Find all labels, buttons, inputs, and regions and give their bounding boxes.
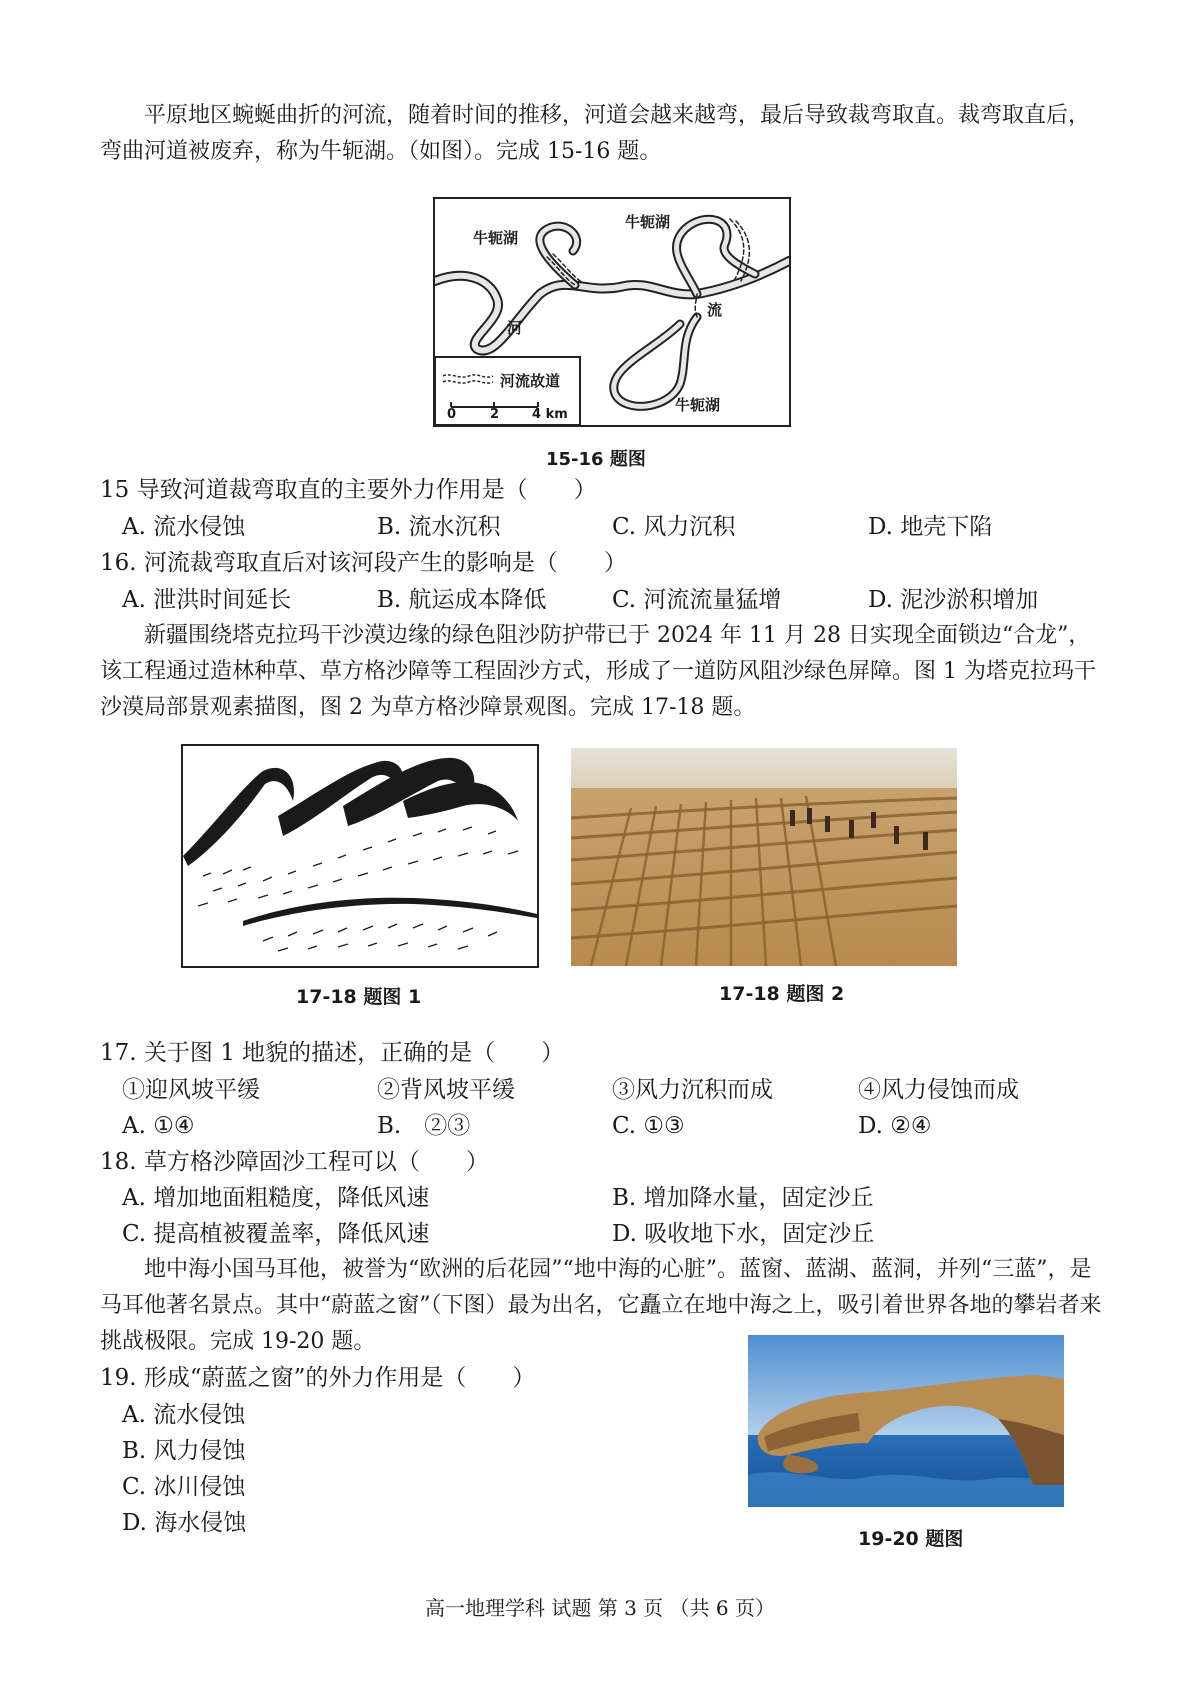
fig-17-18-caption-2: 17-18 题图 2 xyxy=(719,983,845,1005)
q16-option-d: D. 泥沙淤积增加 xyxy=(868,587,1039,613)
question-17-stem: 17. 关于图 1 地貌的描述，正确的是（ ） xyxy=(100,1040,565,1066)
q17-option-c: C. ①③ xyxy=(612,1113,685,1139)
q15-option-b: B. 流水沉积 xyxy=(377,514,501,540)
q17-statement-1: ①迎风坡平缓 xyxy=(122,1077,260,1103)
dune-sketch-drawing xyxy=(183,746,537,966)
intro-text-2: 新疆围绕塔克拉玛干沙漠边缘的绿色阻沙防护带已于 2024 年 11 月 28 日实现全面锁边“合龙”，该工程通过造林种草、草方格沙障等工程固沙方式，形成了一道防风阻沙绿色屏障。图 1 为塔克拉玛干沙漠局部景观素描图，图 2 为草方格沙障景观图。完成 17-18 题。 xyxy=(100,623,1096,720)
oxbow-label-1: 牛轭湖 xyxy=(473,229,519,247)
fig-15-16-caption: 15-16 题图 xyxy=(546,449,646,470)
azure-window-photo xyxy=(748,1335,1064,1507)
q16-option-c: C. 河流流量猛增 xyxy=(612,587,782,613)
straw-checkerboard-photo xyxy=(571,748,957,966)
q17-statement-3: ③风力沉积而成 xyxy=(612,1077,773,1103)
intro-paragraph-2 xyxy=(100,618,1110,726)
intro-text-1: 平原地区蜿蜒曲折的河流，随着时间的推移，河道会越来越弯，最后导致裁弯取直。裁弯取直后，弯曲河道被废弃，称为牛轭湖。（如图）。完成 15-16 题。 xyxy=(100,103,1091,164)
scale-2: 2 xyxy=(490,407,500,422)
question-16-stem: 16. 河流裁弯取直后对该河段产生的影响是（ ） xyxy=(100,550,627,576)
q17-statement-2: ②背风坡平缓 xyxy=(377,1077,515,1103)
q19-option-c: C. 冰川侵蚀 xyxy=(122,1474,246,1500)
legend-old-channel-label: 河流故道 xyxy=(500,372,561,390)
q18-option-c: C. 提高植被覆盖率，降低风速 xyxy=(122,1221,430,1247)
river-label-liu: 流 xyxy=(707,301,723,319)
q17-option-b: B. ②③ xyxy=(377,1113,471,1139)
question-18-stem: 18. 草方格沙障固沙工程可以（ ） xyxy=(100,1149,489,1175)
oxbow-label-3: 牛轭湖 xyxy=(675,396,721,414)
q17-statement-4: ④风力侵蚀而成 xyxy=(858,1077,1019,1103)
river-label-he: 河 xyxy=(507,319,523,337)
intro-paragraph-1 xyxy=(100,98,1110,170)
q16-option-b: B. 航运成本降低 xyxy=(377,587,547,613)
sand-dune-sketch xyxy=(181,744,539,968)
scale-0: 0 xyxy=(447,407,457,422)
q17-option-a: A. ①④ xyxy=(122,1113,195,1139)
q15-option-a: A. 流水侵蚀 xyxy=(122,514,246,540)
question-15-stem: 15 导致河道裁弯取直的主要外力作用是（ ） xyxy=(100,477,597,503)
q18-option-b: B. 增加降水量，固定沙丘 xyxy=(612,1185,874,1211)
q19-option-a: A. 流水侵蚀 xyxy=(122,1402,246,1428)
q19-option-d: D. 海水侵蚀 xyxy=(122,1510,247,1536)
oxbow-label-2: 牛轭湖 xyxy=(625,213,671,231)
q15-option-d: D. 地壳下陷 xyxy=(868,514,993,540)
q16-option-a: A. 泄洪时间延长 xyxy=(122,587,292,613)
q18-option-d: D. 吸收地下水，固定沙丘 xyxy=(612,1221,875,1247)
q19-option-b: B. 风力侵蚀 xyxy=(122,1438,246,1464)
fig-19-20-caption: 19-20 题图 xyxy=(858,1528,964,1550)
q17-option-d: D. ②④ xyxy=(858,1113,932,1139)
q15-option-c: C. 风力沉积 xyxy=(612,514,736,540)
intro-text-3: 地中海小国马耳他，被誉为“欧洲的后花园”“地中海的心脏”。蓝窗、蓝湖、蓝洞，并列“三蓝”，是马耳他著名景点。其中“蔚蓝之窗”（下图）最为出名，它矗立在地中海之上，吸引着世界各地的攀岩者来挑战极限。完成 19-20 题。 xyxy=(100,1257,1102,1354)
q18-option-a: A. 增加地面粗糙度，降低风速 xyxy=(122,1185,430,1211)
page-footer: 高一地理学科 试题 第 3 页 （共 6 页） xyxy=(425,1596,775,1620)
checkerboard-photo-drawing xyxy=(571,748,957,966)
question-19-stem: 19. 形成“蔚蓝之窗”的外力作用是（ ） xyxy=(100,1365,536,1391)
oxbow-lake-map xyxy=(433,197,791,427)
fig-17-18-caption-1: 17-18 题图 1 xyxy=(296,986,422,1008)
scale-4km: 4 km xyxy=(532,407,568,422)
azure-window-drawing xyxy=(748,1335,1064,1507)
